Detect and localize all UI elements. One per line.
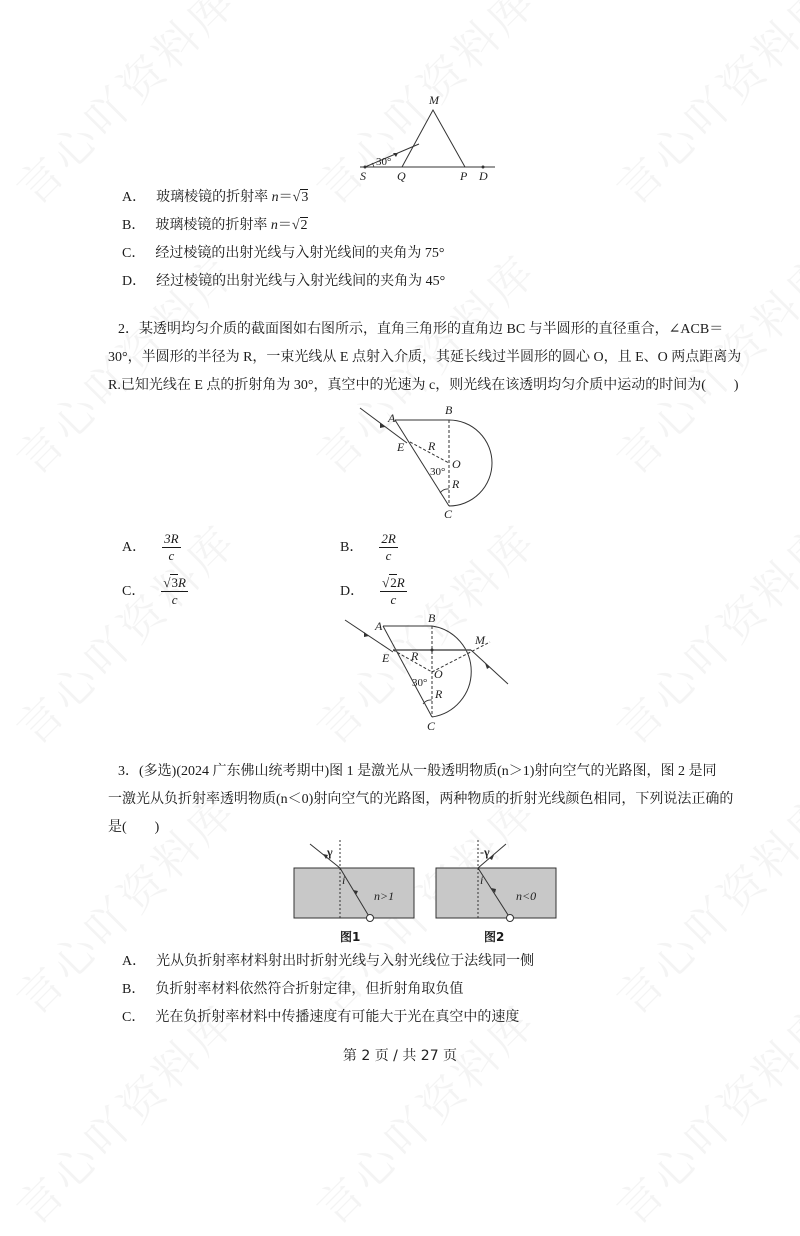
q2-option-d[interactable]: D． $\frac{√2R}{c}$ [340, 575, 405, 608]
label-S: S [360, 169, 366, 182]
label-P: P [460, 169, 468, 182]
label-O: O [434, 667, 443, 681]
figure-1-caption: 图1 [340, 930, 361, 944]
label-R-upper: R [428, 439, 436, 453]
sqrt-symbol: √ [163, 575, 171, 591]
q2-option-b[interactable]: B． $\frac{2R}{c}$ [340, 531, 396, 564]
label-D: D [479, 169, 488, 182]
label-medium: n>1 [374, 889, 395, 903]
q3-option-a[interactable]: A． 光从负折射率材料射出时折射光线与入射光线位于法线同一侧 [122, 954, 535, 969]
page-number: 第 2 页 / 共 27 页 [342, 1048, 458, 1064]
q3-option-b[interactable]: B． 负折射率材料依然符合折射定律，但折射角取负值 [122, 982, 464, 997]
label-E: E [397, 440, 405, 454]
fraction: $\frac{2R}{c}$ [381, 531, 396, 564]
solution-figure [335, 612, 520, 741]
label-B: B [445, 403, 453, 417]
label-M: M [475, 633, 485, 647]
label-neg-gamma: -γ [480, 845, 490, 859]
sqrt-symbol: √ [291, 218, 300, 233]
semicircle-prism-figure [352, 398, 512, 527]
label-B: B [428, 612, 436, 625]
q1-option-a[interactable]: A． 玻璃棱镜的折射率 n＝√3 [122, 190, 309, 205]
figure-2-refraction [434, 838, 564, 932]
label-A: A [388, 411, 396, 425]
q2-option-c[interactable]: C． $\frac{√3R}{c}$ [122, 575, 186, 608]
label-O: O [452, 457, 461, 471]
label-C: C [427, 719, 436, 733]
sqrt-symbol: √ [292, 190, 301, 205]
figure-1-refraction [292, 838, 422, 932]
q2-stem-line-2: 30°，半圆形的半径为 R，一束光线从 E 点射入介质，其延长线过半圆形的圆心 O，且 E、O 两点距离为 [108, 350, 742, 365]
q3-stem-line-3: 是( ) [108, 820, 160, 835]
label-i: i [480, 873, 484, 887]
label-C: C [444, 507, 453, 521]
q3-stem-line-2: 一激光从负折射率透明物质(n＜0)射向空气的光路图，两种物质的折射光线颜色相同，下列说法正确的 [108, 792, 734, 807]
label-Q: Q [397, 169, 406, 182]
label-gamma: γ [327, 845, 333, 859]
fraction: $\frac{√2R}{c}$ [382, 575, 405, 608]
q2-stem-line-1: 2．某透明均匀介质的截面图如右图所示，直角三角形的直角边 BC 与半圆形的直径重合，∠ACB＝ [118, 322, 724, 337]
label-A: A [375, 619, 383, 633]
label-E: E [382, 651, 390, 665]
label-R-lower: R [435, 687, 443, 701]
label-R-upper: R [411, 649, 419, 663]
label-angle-30: 30° [412, 677, 428, 689]
fraction: $\frac{3R}{c}$ [164, 531, 179, 564]
label-medium: n<0 [516, 889, 537, 903]
label-angle-30: 30° [430, 466, 446, 478]
label-i: i [342, 873, 346, 887]
q3-option-c[interactable]: C． 光在负折射率材料中传播速度有可能大于光在真空中的速度 [122, 1010, 520, 1025]
sqrt-symbol: √ [382, 575, 390, 591]
q3-stem-line-1: 3．(多选)(2024 广东佛山统考期中)图 1 是激光从一般透明物质(n＞1)射向空气的光路图，图 2 是同 [118, 764, 717, 779]
q2-stem-line-3: R.已知光线在 E 点的折射角为 30°，真空中的光速为 c，则光线在该透明均匀介质中运动的时间为( ) [108, 378, 739, 393]
q1-option-b[interactable]: B． 玻璃棱镜的折射率 n＝√2 [122, 218, 308, 233]
q2-option-a[interactable]: A． $\frac{3R}{c}$ [122, 531, 179, 564]
label-R-lower: R [452, 477, 460, 491]
prism-figure [350, 92, 500, 186]
q1-option-c[interactable]: C． 经过棱镜的出射光线与入射光线间的夹角为 75° [122, 246, 445, 261]
fraction: $\frac{√3R}{c}$ [163, 575, 186, 608]
figure-2-caption: 图2 [484, 930, 505, 944]
q1-option-d[interactable]: D． 经过棱镜的出射光线与入射光线间的夹角为 45° [122, 274, 446, 289]
label-M: M [429, 93, 439, 107]
label-angle-30: 30° [376, 156, 392, 168]
